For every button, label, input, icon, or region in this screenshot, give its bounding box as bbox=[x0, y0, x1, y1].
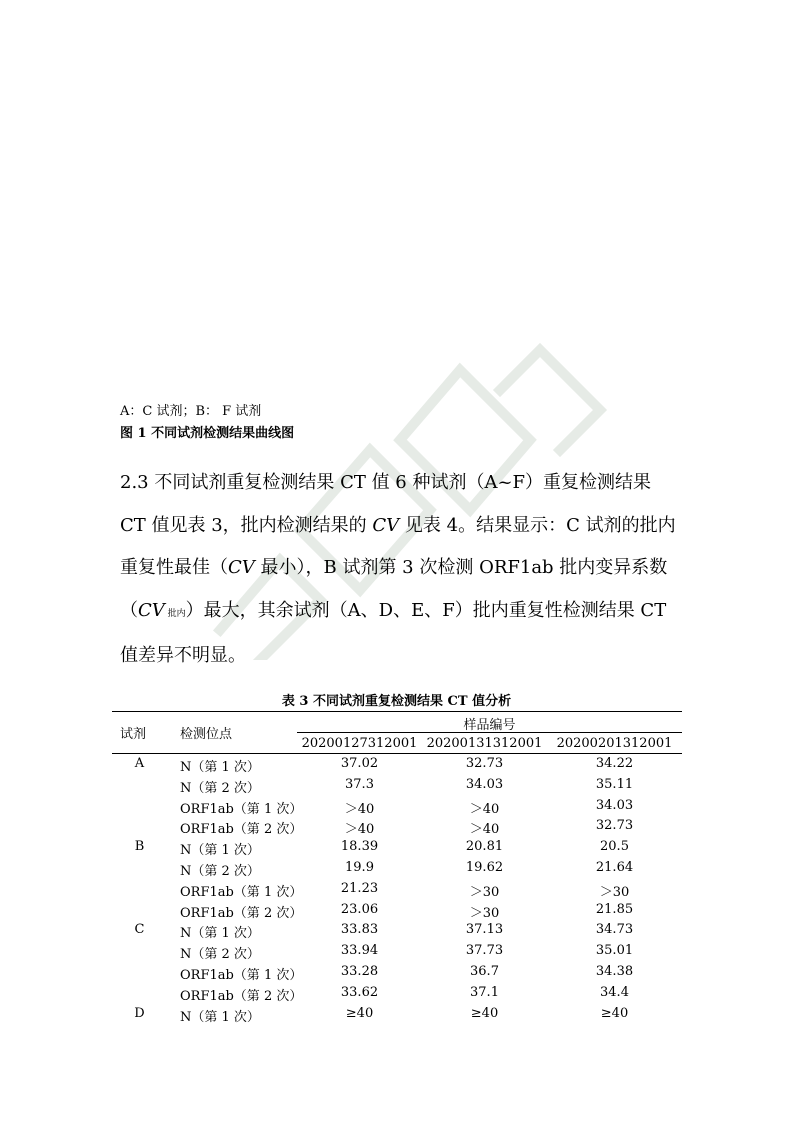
cell-site: N（第 2 次） bbox=[180, 864, 260, 879]
header-sample-2: 20200131312001 bbox=[426, 736, 543, 751]
cell-site: ORF1ab（第 1 次） bbox=[180, 801, 303, 817]
cell-value-3: ＞30 bbox=[599, 884, 630, 900]
cell-value-3: 21.85 bbox=[595, 901, 634, 917]
section-paragraph bbox=[120, 462, 680, 678]
paragraph-line: CT 值见表 3，批内检测结果的 CV 见表 4。结果显示：C 试剂的批内 bbox=[120, 514, 676, 536]
cell-value-2: ＞30 bbox=[469, 905, 500, 921]
paragraph-line: 2.3 不同试剂重复检测结果 CT 值 6 种试剂（A~F）重复检测结果 bbox=[120, 472, 652, 493]
cell-site: ORF1ab（第 1 次） bbox=[180, 968, 303, 983]
cell-site: N（第 1 次） bbox=[180, 843, 260, 859]
cell-value-2: 37.73 bbox=[465, 943, 504, 959]
figure-title: 图 1 不同试剂检测结果曲线图 bbox=[120, 426, 295, 441]
cell-value-2: 37.1 bbox=[470, 984, 499, 1000]
cell-value-1: 37.02 bbox=[340, 756, 379, 771]
header-site: 检测位点 bbox=[180, 727, 233, 742]
figure-subcaption: A：C 试剂；B： F 试剂 bbox=[120, 404, 262, 419]
cell-reagent: C bbox=[134, 922, 145, 938]
cell-reagent: A bbox=[134, 756, 145, 771]
header-reagent: 试剂 bbox=[120, 727, 147, 742]
cell-site: ORF1ab（第 1 次） bbox=[180, 884, 303, 900]
paragraph-line: 值差异不明显。 bbox=[120, 645, 246, 666]
cell-site: N（第 2 次） bbox=[180, 780, 260, 796]
header-sample-group: 样品编号 bbox=[463, 718, 516, 733]
cell-value-2: ＞40 bbox=[469, 801, 500, 817]
cell-site: N（第 1 次） bbox=[180, 926, 260, 942]
cell-value-3: ≥40 bbox=[600, 1005, 629, 1021]
cell-value-1: 37.3 bbox=[345, 776, 374, 792]
cell-value-1: ＞40 bbox=[344, 822, 375, 838]
cell-site: N（第 2 次） bbox=[180, 947, 260, 963]
cell-value-2: 19.62 bbox=[465, 860, 504, 875]
cell-value-3: 35.11 bbox=[595, 776, 634, 792]
cell-site: N（第 1 次） bbox=[180, 1009, 260, 1025]
cell-value-1: 33.94 bbox=[340, 943, 379, 959]
cell-site: ORF1ab（第 2 次） bbox=[180, 905, 303, 921]
cell-value-3: 32.73 bbox=[595, 818, 634, 834]
paragraph-line: 重复性最佳（CV 最小），B 试剂第 3 次检测 ORF1ab 批内变异系数 bbox=[120, 557, 668, 578]
cell-value-2: 20.81 bbox=[465, 839, 504, 855]
cell-reagent: B bbox=[134, 839, 145, 855]
cell-value-3: 34.38 bbox=[595, 964, 634, 979]
cell-value-3: 34.22 bbox=[595, 756, 634, 771]
cell-value-3: 34.03 bbox=[595, 797, 634, 813]
cell-value-2: ＞40 bbox=[469, 822, 500, 838]
cell-value-2: ≥40 bbox=[470, 1005, 499, 1021]
cell-site: ORF1ab（第 2 次） bbox=[180, 822, 303, 838]
cell-value-3: 21.64 bbox=[595, 860, 634, 875]
cell-value-1: ≥40 bbox=[345, 1005, 374, 1021]
cell-value-1: 33.28 bbox=[340, 964, 379, 979]
cell-value-2: ＞30 bbox=[469, 884, 500, 900]
header-sample-3: 20200201312001 bbox=[556, 736, 673, 751]
cell-value-1: 18.39 bbox=[340, 839, 379, 855]
table-top-rule bbox=[112, 711, 682, 712]
cell-value-3: 34.73 bbox=[595, 922, 634, 938]
cell-value-1: 21.23 bbox=[340, 880, 379, 896]
cell-reagent: D bbox=[134, 1005, 145, 1021]
cell-site: ORF1ab（第 2 次） bbox=[180, 988, 303, 1004]
cell-value-1: ＞40 bbox=[344, 801, 375, 817]
cell-site: N（第 1 次） bbox=[180, 760, 260, 775]
cell-value-3: 34.4 bbox=[600, 984, 629, 1000]
cell-value-1: 33.83 bbox=[340, 922, 379, 938]
paragraph-line: （CV 批内）最大，其余试剂（A、D、E、F）批内重复性检测结果 CT bbox=[120, 599, 667, 621]
header-sample-1: 20200127312001 bbox=[301, 736, 418, 751]
cell-value-2: 37.13 bbox=[465, 922, 504, 938]
cell-value-2: 32.73 bbox=[465, 756, 504, 771]
cell-value-2: 36.7 bbox=[470, 964, 499, 979]
cell-value-1: 33.62 bbox=[340, 984, 379, 1000]
cell-value-1: 23.06 bbox=[340, 901, 379, 917]
header-bottom-rule bbox=[112, 753, 682, 754]
table-title: 表 3 不同试剂重复检测结果 CT 值分析 bbox=[281, 694, 512, 709]
cell-value-3: 20.5 bbox=[600, 839, 629, 855]
cell-value-2: 34.03 bbox=[465, 776, 504, 792]
cell-value-3: 35.01 bbox=[595, 943, 634, 959]
cell-value-1: 19.9 bbox=[345, 860, 374, 875]
